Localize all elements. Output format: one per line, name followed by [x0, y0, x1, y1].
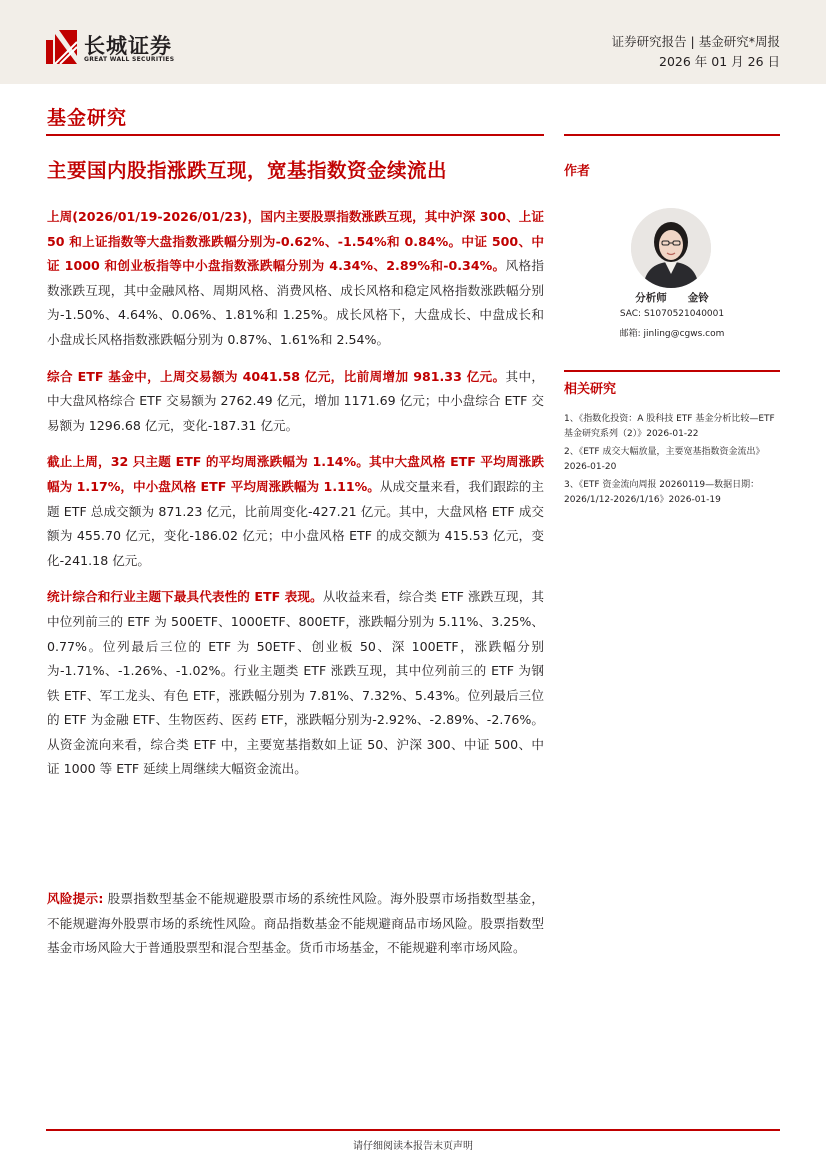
section-tag: 基金研究 — [47, 107, 128, 129]
footer-divider — [46, 1129, 780, 1131]
summary-paragraph — [47, 205, 544, 353]
brand-logo[interactable] — [46, 30, 186, 70]
brand-name-cn: 长城证券 — [84, 34, 172, 58]
report-title: 主要国内股指涨跌互现，宽基指数资金续流出 — [47, 159, 448, 182]
paragraph-text: 从成交量来看，我们跟踪的主题 ETF 总成交额为 871.23 亿元，比前周变化-427.21 亿元。其中，大盘风格 ETF 成交额为 455.70 亿元，变化-186.02 亿元；中小盘风格 ETF 的成交额为 415.53 亿元，变化-241.18 亿元。 — [47, 478, 544, 568]
title-divider — [46, 134, 544, 136]
report-type: 证券研究报告 | 基金研究*周报 — [611, 34, 780, 49]
sidebar-divider — [564, 134, 780, 136]
summary-paragraph — [47, 365, 544, 439]
author-heading: 作者 — [564, 164, 591, 179]
paragraph-highlight: 截止上周，32 只主题 ETF 的平均周涨跌幅为 1.14%。其中大盘风格 ETF 平均周涨跌幅为 1.17%，中小盘风格 ETF 平均周涨跌幅为 1.11%。 — [47, 454, 544, 494]
related-list — [564, 412, 782, 511]
related-heading: 相关研究 — [564, 382, 617, 397]
analyst-photo-icon — [631, 208, 711, 288]
summary-paragraph — [47, 450, 544, 573]
related-item[interactable]: 2、《ETF 成交大幅放量，主要宽基指数资金流出》2026-01-20 — [564, 447, 765, 472]
sidebar-divider — [564, 370, 780, 372]
risk-text: 股票指数型基金不能规避股票市场的系统性风险。海外股票市场指数型基金，不能规避海外股票市场的系统性风险。商品指数基金不能规避商品市场风险。股票指数型基金市场风险大于普通股票型和混合型基金。货币市场基金，不能规避利率市场风险。 — [47, 891, 544, 956]
footer-disclaimer: 请仔细阅读本报告末页声明 — [353, 1141, 473, 1152]
summary-paragraph — [47, 585, 544, 782]
paragraph-text: 其中，中大盘风格综合 ETF 交易额为 2762.49 亿元，增加 1171.69 亿元；中小盘综合 ETF 交易额为 1296.68 亿元，变化-187.31 亿元。 — [47, 368, 545, 433]
analyst-name: 分析师 金铃 — [635, 292, 709, 304]
great-wall-logo-icon — [46, 30, 78, 64]
header-meta — [612, 32, 780, 72]
paragraph-highlight: 统计综合和行业主题下最具代表性的 ETF 表现。 — [47, 589, 323, 605]
paragraph-text: 从收益来看，综合类 ETF 涨跌互现，其中位列前三的 ETF 为 500ETF、1000ETF、800ETF，涨跌幅分别为 5.11%、3.25%、0.77%。位列最后三位的 ETF 为 50ETF、创业板 50、深 100ETF，涨跌幅分别为-1.71%、-1.26%、-1.02%。行业主题类 ETF 涨跌互现，其中位列前三的 ETF 为钢铁 ETF、军工龙头、有色 ETF，涨跌幅分别为 7.81%、7.32%、5.43%。位列最后三位的 ETF 为金融 ETF、生物医药、医药 ETF，涨跌幅分别为-2.92%、-2.89%、-2.76%。从资金流向来看，综合类 ETF 中，主要宽基指数如上证 50、沪深 300、中证 500、中证 1000 等 ETF 延续上周继续大幅资金流出。 — [47, 589, 544, 777]
paragraph-text: 风格指数涨跌互现，其中金融风格、周期风格、消费风格、成长风格和稳定风格指数涨跌幅分别为-1.50%、4.64%、0.06%、1.81%和 1.25%。成长风格下，大盘成长、中盘成长和小盘成长风格指数涨跌幅分别为 0.87%、1.61%和 2.54%。 — [47, 258, 545, 347]
related-item[interactable]: 1、《指数化投资：A 股科技 ETF 基金分析比较—ETF 基金研究系列（2）》2026-01-22 — [564, 414, 775, 439]
related-item[interactable]: 3、《ETF 资金流向周报 20260119—数据日期：2026/1/12-2026/1/16》2026-01-19 — [564, 480, 760, 505]
brand-name-en: GREAT WALL SECURITIES — [84, 56, 175, 63]
paragraph-highlight: 上周(2026/01/19-2026/01/23)，国内主要股票指数涨跌互现，其中沪深 300、上证 50 和上证指数等大盘指数涨跌幅分别为-0.62%、-1.54%和 0.84%。中证 500、中证 1000 和创业板指等中小盘指数涨跌幅分别为 4.34%、2.89%和-0.34%。 — [47, 209, 544, 274]
analyst-email[interactable]: 邮箱: jinling@cgws.com — [619, 329, 725, 339]
risk-label: 风险提示: — [47, 891, 104, 906]
risk-warning — [47, 887, 544, 961]
analyst-sac: SAC: S1070521040001 — [619, 309, 725, 319]
report-date: 2026 年 01 月 26 日 — [659, 54, 780, 69]
paragraph-highlight: 综合 ETF 基金中，上周交易额为 4041.58 亿元，比前周增加 981.33 亿元。 — [47, 368, 506, 384]
summary-body — [47, 205, 544, 794]
